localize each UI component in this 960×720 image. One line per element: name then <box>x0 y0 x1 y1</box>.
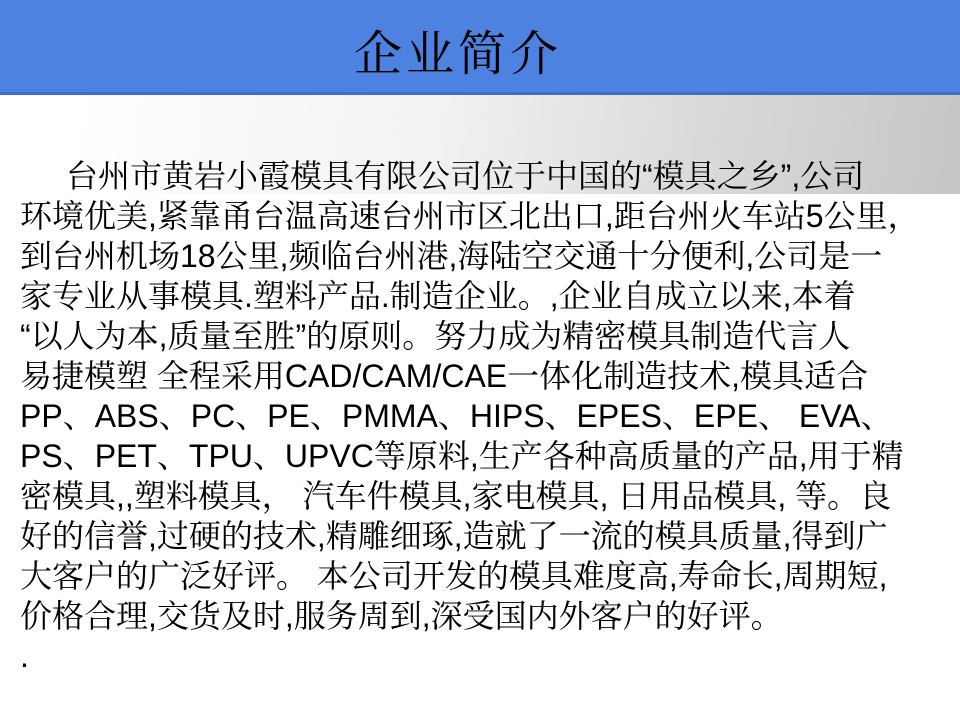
body-line: . <box>20 638 29 674</box>
body-line: 环境优美,紧靠甬台温高速台州市区北出口,距台州火车站5公里， <box>20 198 920 234</box>
body-line: 密模具,,塑料模具， 汽车件模具,家电模具, 日用品模具, 等。良 <box>20 478 892 514</box>
body-line: PS、PET、TPU、UPVC等原料,生产各种高质量的产品,用于精 <box>20 438 904 474</box>
body-line: “以人为本,质量至胜”的原则。努力成为精密模具制造代言人 <box>20 318 851 354</box>
body-line: 台州市黄岩小霞模具有限公司位于中国的“模具之乡”,公司 <box>66 158 865 194</box>
body-line: 大客户的广泛好评。 本公司开发的模具难度高,寿命长,周期短, <box>20 558 888 594</box>
body-text-block <box>20 156 950 676</box>
slide-title: 企业简介 <box>353 27 562 81</box>
body-line: PP、ABS、PC、PE、PMMA、HIPS、EPES、EPE、 EVA、 <box>20 398 893 434</box>
body-line: 到台州机场18公里,频临台州港,海陆空交通十分便利,公司是一 <box>20 238 883 274</box>
body-line: 好的信誉,过硬的技术,精雕细琢,造就了一流的模具质量,得到广 <box>20 518 888 554</box>
body-line: 家专业从事模具.塑料产品.制造企业。,企业自成立以来,本着 <box>20 278 856 314</box>
body-line: 价格合理,交货及时,服务周到,深受国内外客户的好评。 <box>20 598 783 634</box>
title-banner <box>0 0 960 95</box>
body-line: 易捷模塑 全程采用CAD/CAM/CAE一体化制造技术,模具适合 <box>20 358 869 394</box>
